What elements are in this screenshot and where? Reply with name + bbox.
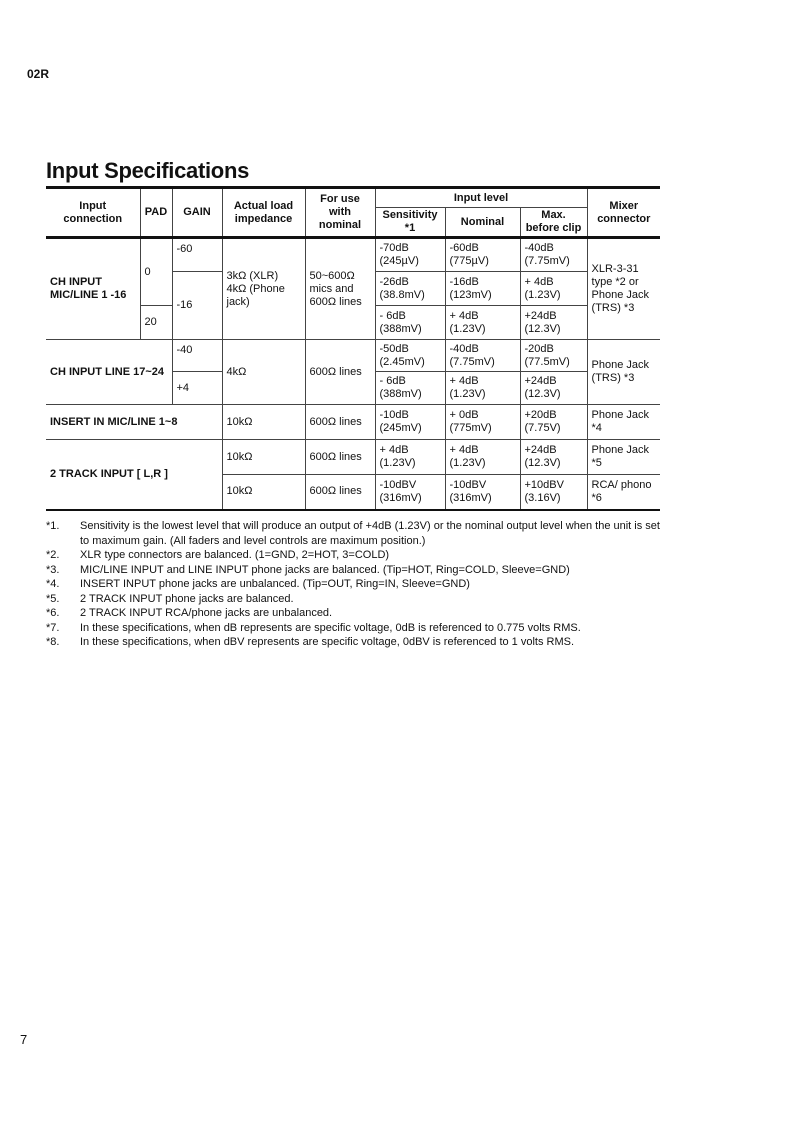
footnote [46,635,666,650]
col-nominal: Nominal [445,208,520,238]
table-row [46,405,660,440]
row-label: CH INPUT LINE 17~24 [46,340,172,405]
nominal-cell: + 4dB (1.23V) [445,306,520,340]
mixer-cell: Phone Jack (TRS) *3 [587,340,660,405]
mixer-cell: Phone Jack *5 [587,440,660,475]
col-input: Input connection [46,188,140,238]
nominal-cell: + 0dB (775mV) [445,405,520,440]
max-cell: +24dB (12.3V) [520,306,587,340]
footnote [46,563,666,578]
footnote-mark: *6. [46,607,60,619]
col-input-level: Input level [375,188,587,208]
row-label: INSERT IN MIC/LINE 1~8 [46,405,222,440]
use-cell: 600Ω lines [305,340,375,405]
gain-cell: -60 [172,238,222,272]
nominal-cell: -10dBV (316mV) [445,475,520,510]
footnote-mark: *3. [46,563,60,576]
footnote [46,577,666,592]
footnote-text: 2 TRACK INPUT RCA/phone jacks are unbalanced. [80,607,333,619]
row-label: CH INPUT MIC/LINE 1 -16 [46,238,140,340]
model-name: 02R [27,67,50,81]
pad-cell: 20 [140,306,172,340]
max-cell: -20dB (77.5mV) [520,340,587,372]
sensitivity-cell: -26dB (38.8mV) [375,272,445,306]
footnote-mark: *4. [46,578,60,590]
col-nominal-use: For use with nominal [305,188,375,238]
use-cell: 600Ω lines [305,440,375,475]
use-cell: 600Ω lines [305,475,375,510]
footnote [46,606,666,621]
load-cell: 4kΩ [222,340,305,405]
col-max: Max. before clip [520,208,587,238]
load-cell: 10kΩ [222,475,305,510]
sensitivity-cell: + 4dB (1.23V) [375,440,445,475]
footnote-mark: *8. [46,636,60,648]
sensitivity-cell: - 6dB (388mV) [375,372,445,405]
col-load: Actual load impedance [222,188,305,238]
page-number: 7 [20,1032,28,1047]
max-cell: +24dB (12.3V) [520,440,587,475]
sensitivity-cell: -10dBV (316mV) [375,475,445,510]
max-cell: +20dB (7.75V) [520,405,587,440]
max-cell: +24dB (12.3V) [520,372,587,405]
footnote-text: In these specifications, when dBV represents are specific voltage, 0dBV is referenced to 1 volts RMS. [80,636,575,648]
load-cell: 3kΩ (XLR) 4kΩ (Phone jack) [222,238,305,340]
load-cell: 10kΩ [222,405,305,440]
pad-cell: 0 [140,238,172,306]
input-spec-table [46,186,660,511]
footnote-text: XLR type connectors are balanced. (1=GND, 2=HOT, 3=COLD) [80,549,390,561]
use-cell: 600Ω lines [305,405,375,440]
gain-cell: -40 [172,340,222,372]
footnotes [46,519,666,650]
footnote [46,548,666,563]
footnote-mark: *2. [46,549,60,561]
row-label: 2 TRACK INPUT [ L,R ] [46,440,222,510]
mixer-cell: RCA/ phono *6 [587,475,660,510]
sensitivity-cell: -10dB (245mV) [375,405,445,440]
nominal-cell: -40dB (7.75mV) [445,340,520,372]
footnote [46,519,666,548]
mixer-cell: Phone Jack *4 [587,405,660,440]
footnote-mark: *7. [46,621,60,634]
mixer-cell: XLR-3-31 type *2 or Phone Jack (TRS) *3 [587,238,660,340]
table-row [46,238,660,272]
footnote-text: In these specifications, when dB represents are specific voltage, 0dB is referenced to 0.775 volts RMS. [80,621,581,634]
load-cell: 10kΩ [222,440,305,475]
use-cell: 50~600Ω mics and 600Ω lines [305,238,375,340]
footnote [46,592,666,607]
gain-cell: -16 [172,272,222,340]
max-cell: + 4dB (1.23V) [520,272,587,306]
footnote-mark: *5. [46,592,60,605]
col-pad: PAD [140,188,172,238]
col-sensitivity: Sensitivity *1 [375,208,445,238]
footnote [46,621,666,636]
col-mixer: Mixer connector [587,188,660,238]
footnote-text: 2 TRACK INPUT phone jacks are balanced. [80,592,294,605]
nominal-cell: -16dB (123mV) [445,272,520,306]
table-row [46,440,660,475]
nominal-cell: + 4dB (1.23V) [445,440,520,475]
nominal-cell: + 4dB (1.23V) [445,372,520,405]
footnote-text: INSERT INPUT phone jacks are unbalanced. (Tip=OUT, Ring=IN, Sleeve=GND) [80,578,470,590]
sensitivity-cell: -50dB (2.45mV) [375,340,445,372]
page-title: Input Specifications [46,158,250,183]
footnote-text: Sensitivity is the lowest level that will produce an output of +4dB (1.23V) or the nominal output level when the unit is set to maximum gain. (All faders and level controls are maximum position.) [80,520,660,547]
max-cell: -40dB (7.75mV) [520,238,587,272]
sensitivity-cell: - 6dB (388mV) [375,306,445,340]
footnote-text: MIC/LINE INPUT and LINE INPUT phone jacks are balanced. (Tip=HOT, Ring=COLD, Sleeve=GND) [80,563,570,576]
table-row [46,340,660,372]
gain-cell: +4 [172,372,222,405]
col-gain: GAIN [172,188,222,238]
max-cell: +10dBV (3.16V) [520,475,587,510]
nominal-cell: -60dB (775µV) [445,238,520,272]
footnote-mark: *1. [46,520,60,532]
sensitivity-cell: -70dB (245µV) [375,238,445,272]
